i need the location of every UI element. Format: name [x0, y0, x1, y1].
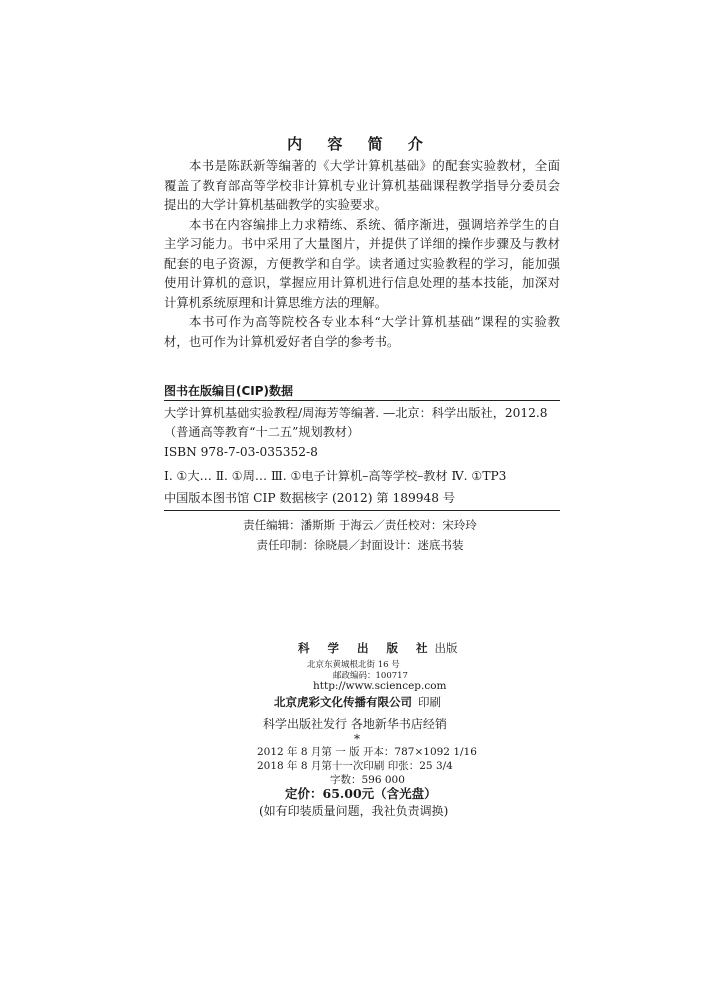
- publisher-name-suffix: 出版: [434, 641, 458, 655]
- cip-series-line: （普通高等教育“十二五”规划教材）: [164, 425, 360, 439]
- cover-designer-label: ／封面设计：: [348, 538, 418, 552]
- cip-number: 中国版本图书馆 CIP 数据核字 (2012) 第 189948 号: [164, 491, 456, 505]
- summary-paragraph-3: 本书可作为高等院校各专业本科“大学计算机基础”课程的实验教材，也可作为计算机爱好者自学的参考书。: [164, 314, 560, 349]
- editors-line-1: [0, 517, 720, 533]
- edition-line-1: 2012 年 8 月第 一 版 开本：787×1092 1/16: [257, 746, 477, 758]
- editor-label: 责任编辑：: [243, 518, 301, 532]
- publisher-name: [298, 640, 458, 656]
- cip-classification: Ⅰ. ①大… Ⅱ. ①周… Ⅲ. ①电子计算机–高等学校–教材 Ⅳ. ①TP3: [164, 469, 507, 483]
- publisher-postcode: 邮政编码：100717: [333, 671, 408, 681]
- cip-heading: 图书在版编目(CIP)数据: [164, 384, 294, 398]
- print-manager-name: 徐晓晨: [314, 538, 349, 552]
- editor-names: 潘斯斯 于海云: [300, 518, 374, 532]
- proofreader-label: ／责任校对：: [373, 518, 443, 532]
- summary-title: 内 容 简 介: [287, 135, 433, 153]
- printer-line: [274, 694, 441, 710]
- proofreader-name: 宋玲玲: [442, 518, 477, 532]
- print-manager-label: 责任印制：: [256, 538, 314, 552]
- quality-notice: (如有印装质量问题，我社负责调换): [259, 804, 449, 818]
- cip-title-line: 大学计算机基础实验教程/周海芳等编著. —北京：科学出版社，2012.8: [164, 406, 548, 420]
- word-count: 字数：596 000: [330, 774, 405, 786]
- cip-top-rule: [164, 400, 560, 401]
- summary-paragraph-1: 本书是陈跃新等编著的《大学计算机基础》的配套实验教材，全面覆盖了教育部高等学校非计算机专业计算机基础课程教学指导分委员会提出的大学计算机基础教学的实验要求。: [164, 158, 560, 212]
- publisher-address: 北京东黄城根北街 16 号: [307, 660, 400, 670]
- publisher-name-text: 科 学 出 版 社: [298, 641, 435, 655]
- printer-suffix: 印刷: [418, 695, 441, 709]
- separator-star: *: [354, 732, 360, 746]
- publisher-website: http://www.sciencep.com: [313, 680, 447, 692]
- distribution-line: 科学出版社发行 各地新华书店经销: [263, 717, 447, 731]
- printer-name: 北京虎彩文化传播有限公司: [274, 695, 412, 709]
- cip-bottom-rule: [164, 510, 560, 511]
- edition-line-2: 2018 年 8 月第十一次印刷 印张：25 3/4: [257, 760, 453, 772]
- summary-paragraph-2: 本书在内容编排上力求精练、系统、循序渐进，强调培养学生的自主学习能力。书中采用了大量图片，并提供了详细的操作步骤及与教材配套的电子资源，方便教学和自学。读者通过实验教程的学习，能加强使用计算机的意识，掌握应用计算机进行信息处理的基本技能，加深对计算机系统原理和计算思维方法的理解。: [164, 216, 560, 310]
- cip-isbn: ISBN 978-7-03-035352-8: [164, 445, 318, 459]
- cover-designer-name: 迷底书装: [417, 538, 464, 552]
- price: 定价：65.00元（含光盘）: [285, 786, 437, 801]
- editors-line-2: [0, 537, 720, 553]
- summary-body: [164, 156, 560, 351]
